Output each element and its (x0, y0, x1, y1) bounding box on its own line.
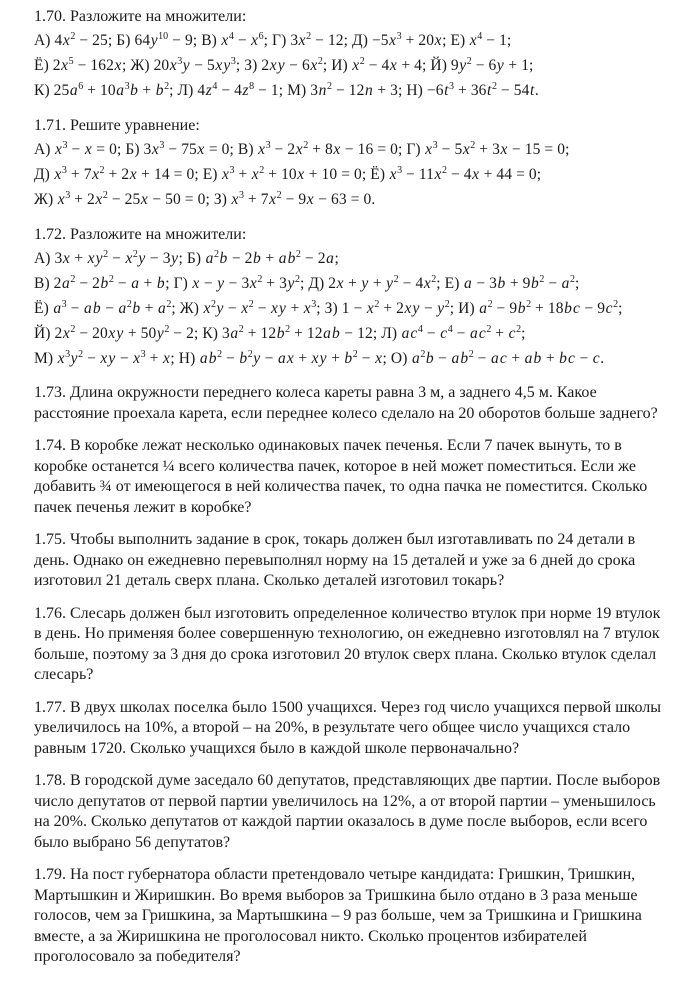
formula-line: А) $3x + xy^2 - x^2y - 3y$; Б) $a^2b - 2b + ab^2 - 2a$; (34, 248, 339, 267)
formula-line: В) $2a^2 - 2b^2 - a + b$; Г) $x - y - 3x^2 + 3y^2$; Д) $2x + y + y^2 - 4x^2$; Е) $a - 3b + 9b^2 - a^2$; (34, 273, 580, 292)
problem-heading (34, 224, 664, 246)
problem-number: 1.75. (34, 531, 66, 548)
problem-heading (34, 6, 664, 28)
problem-1.77 (34, 698, 664, 760)
problem-number: 1.73. (34, 384, 66, 401)
formula-line: Ё) $a^3$ − ab − $a^2b + a^2$; Ж) $x^2y - x^2$ − xy + $x^3$; З) $1 - x^2 + 2xy - y^2$; И) $a^2 - 9b^2 + 18bc - 9c^2$; (34, 298, 623, 317)
problem-title: Разложите на множители: (70, 8, 247, 25)
problem-1.78 (34, 771, 664, 853)
problem-1.72 (34, 224, 664, 371)
formula-line: К) $25a^6 + 10a^3b + b^2$; Л) $4z^4 - 4z^8 - 1$; М) $3n^2 - 12n + 3$; $Н) -6t^3 + 36t^2 - 54t$. (34, 80, 539, 99)
problem-1.76 (34, 604, 664, 686)
problem-number: 1.79. (34, 866, 66, 883)
problem-number: 1.71. (34, 117, 66, 134)
problem-number: 1.70. (34, 8, 66, 25)
problem-number: 1.76. (34, 604, 66, 622)
problem-text: 1.79. На пост губернатора области претендовало четыре кандидата: Гришкин, Тришкин, Мартышкин и Жиришкин. Во время выборов за Тришкина было отдано в 3 раза меньше голосов, чем за Гришкина, за Мартышкина – 9 раз больше, чем за Тришкина и Гришкина вместе, а за Жиришкина не проголосовал никто. Сколько процентов избирателей проголосовало за победителя? (34, 866, 642, 965)
formula-line: А) $x^3 - x = 0$; Б) $3x^3 - 75x = 0$; В) $x^3 - 2x^2 + 8x - 16 = 0$; Г) $x^3 - 5x^2 + 3x - 15 = 0$; (34, 139, 570, 158)
problem-title: Решите уравнение: (70, 117, 200, 134)
problem-1.71 (34, 115, 664, 212)
problem-text: 1.75. Чтобы выполнить задание в срок, токарь должен был изготавливать по 24 детали в день. Однако он ежедневно перевыполнял норму на 15 деталей и уже за 6 дней до срока изготовил 21 деталь сверх плана. Сколько деталей изготовил токарь? (34, 531, 636, 589)
problem-text: 1.78. В городской думе заседало 60 депутатов, представляющих две партии. После выборов число депутатов от первой партии увеличилось на 12%, а от второй партии – уменьшилось на 20%. Сколько депутатов от каждой партии оказалось в думе после выборов, если всего было выбрано 56 депутатов? (34, 772, 661, 851)
formula-line: Д) $x^3 + 7x^2 + 2x + 14 = 0$; Е) $x^3 + x^2 + 10x + 10 = 0$; Ё) $x^3 - 11x^2 - 4x + 44 = 0$; (34, 164, 542, 183)
problem-1.70 (34, 6, 664, 103)
problem-1.75 (34, 530, 664, 592)
problem-1.73 (34, 383, 664, 424)
problem-text: 1.76. Слесарь должен был изготовить определенное количество втулок при норме 19 втулок в день. Но применяя более совершенную технологию, он ежедневно изготовлял на 7 втулок больше, поэтому за 3 дня до срока изготовил 20 втулок сверх плана. Сколько втулок сделал слесарь? (34, 604, 661, 683)
problem-text: 1.74. В коробке лежат несколько одинаковых пачек печенья. Если 7 пачек вынуть, то в коробке останется ¼ всего количества пачек, которое в ней может поместиться. Если же добавить ¾ от имеющегося в ней количества пачек, то одна пачка не поместится. Сколько пачек печенья лежит в коробке? (34, 437, 648, 516)
problem-text: 1.73. Длина окружности переднего колеса кареты равна 3 м, а заднего 4,5 м. Какое расстояние проехала карета, если переднее колесо сделало на 20 оборотов больше заднего? (34, 384, 658, 422)
formula-line: Ё) $2x^5 - 162x$; Ж) $20x^3y - 5xy^3$; З) $2xy - 6x^2$; И) $x^2 - 4x + 4$; Й) $9y^2 - 6y + 1$; (34, 55, 534, 74)
problem-number: 1.74. (34, 437, 66, 454)
problem-number: 1.78. (34, 772, 66, 789)
formula-line: Ж) $x^3 + 2x^2 - 25x - 50 = 0$; З) $x^3 + 7x^2 - 9x - 63 = 0$. (34, 189, 376, 208)
formula-line: А) $4x^2 - 25$; Б) $64y^{10} - 9$; В) $x^4 - x^6$; Г) $3x^2 - 12$; $Д) -5x^3 + 20x$; Е) $x^4 - 1$; (34, 30, 512, 49)
formula-line: Й) $2x^2 - 20xy + 50y^2 - 2$; К) $3a^2 + 12b^2 + 12ab - 12$; Л) $ac^4 - c^4 - ac^2 + c^2$; (34, 323, 526, 342)
problem-1.74 (34, 436, 664, 518)
problem-number: 1.72. (34, 226, 66, 243)
formula-line: М) $x^3y^2$ − xy − $x^3 + x$; Н) $ab^2 - b^2y$ − ax + xy + $b^2 - x$; О) $a^2b - ab^2$ − ac + ab + bc − c. (34, 348, 605, 367)
problem-1.79 (34, 865, 664, 968)
problem-text: 1.77. В двух школах поселка было 1500 учащихся. Через год число учащихся первой школы увеличилось на 10%, а второй – на 20%, в результате чего общее число учащихся стало равным 1720. Сколько учащихся было в каждой школе первоначально? (34, 698, 662, 757)
problem-title: Разложите на множители: (70, 226, 247, 243)
problem-number: 1.77. (34, 698, 66, 716)
problem-heading (34, 115, 664, 137)
